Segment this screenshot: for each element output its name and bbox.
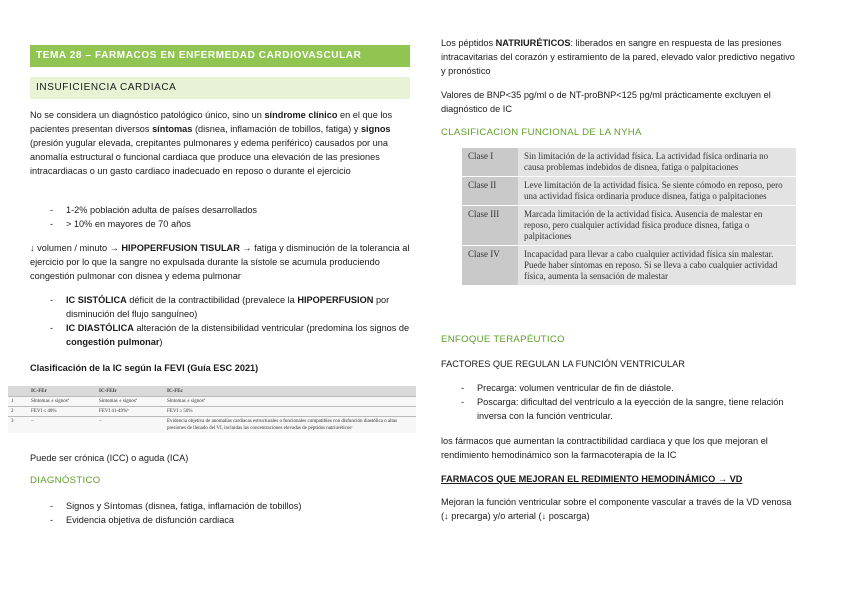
table-row: Clase III Marcada limitación de la actividad física. Ausencia de malestar en reposo, pero cualquier actividad física produce disnea, fatiga o palpitaciones [462,206,796,246]
enfoque-heading: ENFOQUE TERAPÉUTICO [441,334,565,345]
factores-heading: FACTORES QUE REGULAN LA FUNCIÓN VENTRICULAR [441,359,685,369]
fevi-table [8,386,416,448]
table-row: 3 – – Evidencia objetiva de anomalías cardiacas estructurales o funcionales compatibles con disfunción diastólica o altas presiones de llenado del VI, incluidas las concentraciones elevadas de péptidos natriuréticosᶜ [8,417,416,434]
table-header: IC-FEIr [96,386,164,397]
list-item: - IC SISTÓLICA déficit de la contractibilidad (prevalece la HIPOPERFUSION por disminución del flujo sanguíneo) [30,293,412,321]
table-row: Clase II Leve limitación de la actividad física. Se siente cómodo en reposo, pero una actividad física ordinaria produce disnea, fatiga o palpitaciones [462,177,796,206]
farmacos-text: los fármacos que aumentan la contractibilidad cardiaca y que los que mejoran el rendimiento hemodinámico son la farmacoterapia de la IC [441,436,768,460]
hypoperfusion-paragraph: ↓ volumen / minuto → HIPOPERFUSION TISULAR → fatiga y disminución de la tolerancia al ejercicio por lo que la sangre no expulsada durante la sístole se acumula produciendo congestión pulmonar con disnea y edema pulmonar [30,243,410,281]
list-item: - 1-2% población adulta de países desarrollados [30,203,412,217]
vd-text: Mejoran la función ventricular sobre el componente vascular a través de la VD venosa (↓ precarga) y/o arterial (↓ poscarga) [441,497,792,521]
stats-list [30,203,412,231]
list-item: - Evidencia objetiva de disfunción cardiaca [30,513,412,527]
table-row: Clase I Sin limitación de la actividad física. La actividad física ordinaria no causa problemas indebidos de disnea, fatiga o palpitaciones [462,148,796,177]
ic-types-list [30,293,412,349]
nyha-table [462,148,796,286]
table-header: IC-FEc [164,386,416,397]
table-row: Clase IV Incapacidad para llevar a cabo cualquier actividad física sin malestar. Puede haber síntomas en reposo. Si se lleva a cabo cualquier actividad física, aumenta la sensación de malestar [462,246,796,286]
chronic-text: Puede ser crónica (ICC) o aguda (ICA) [30,453,189,463]
list-item: - Precarga: volumen ventricular de fin de diástole. [441,381,801,395]
diagnostico-list [30,499,412,527]
table-header: IC-FEr [28,386,96,397]
nyha-heading: CLASIFICACION FUNCIONAL DE LA NYHA [441,127,642,138]
diagnostico-heading: DIAGNÓSTICO [30,475,101,486]
table-header [8,386,28,397]
bnp-text: Valores de BNP<35 pg/ml o de NT-proBNP<125 pg/ml prácticamente excluyen el diagnóstico de IC [441,90,771,114]
intro-paragraph: No se considera un diagnóstico patológico único, sino un síndrome clínico en el que los pacientes presentan diversos síntomas (disnea, inflamación de tobillos, fatiga) y signos (presión yugular elevada, crepitantes pulmonares y edema periférico) causados por una anomalía estructural o funcional cardiaca que produce una elevación de las presiones intracardiacas o un gasto cardiaco inadecuado en reposo o durante el ejercicio [30,110,393,176]
table-row: 2 FEVI ≤ 40% FEVI 41-49%ᵇ FEVI ≥ 50% [8,407,416,417]
list-item: - IC DIASTÓLICA alteración de la distensibilidad ventricular (predomina los signos de congestión pulmonar) [30,321,412,349]
fevi-heading: Clasificación de la IC según la FEVI (Guía ESC 2021) [30,363,259,373]
table-row: 1 Síntomas ± signosª Síntomas ± signosª Síntomas ± signosª [8,397,416,407]
section-banner: INSUFICIENCIA CARDIACA [30,77,410,99]
list-item: - Poscarga: dificultad del ventrículo a la eyección de la sangre, tiene relación inversa con la función ventricular. [441,395,801,423]
title-banner: TEMA 28 – FARMACOS EN ENFERMEDAD CARDIOVASCULAR [30,45,410,67]
factores-list [441,381,801,423]
list-item: - Signos y Síntomas (disnea, fatiga, inflamación de tobillos) [30,499,412,513]
farmacos-heading: FARMACOS QUE MEJORAN EL REDIMIENTO HEMODINÁMICO → VD [441,474,743,484]
peptides-paragraph: Los péptidos NATRIURÉTICOS: liberados en sangre en respuesta de las presiones intracavitarias del corazón y estiramiento de la pared, elevado valor predictivo negativo y pronóstico [441,38,795,76]
list-item: - > 10% en mayores de 70 años [30,217,412,231]
